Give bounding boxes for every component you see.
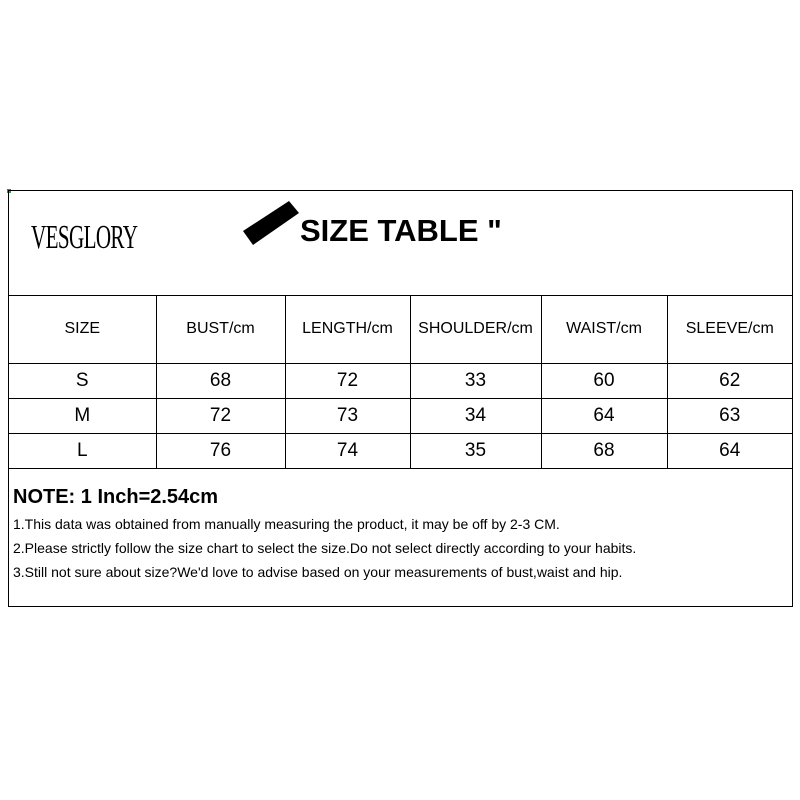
slash-icon <box>243 201 299 249</box>
column-header: SIZE <box>9 295 156 364</box>
table-cell: 73 <box>285 399 410 434</box>
table-cell: 34 <box>410 399 541 434</box>
note-line: 2.Please strictly follow the size chart to select the size.Do not select directly according to your habits. <box>13 540 637 556</box>
table-cell: 72 <box>156 399 285 434</box>
table-cell: 60 <box>541 364 667 399</box>
table-cell: S <box>9 364 156 399</box>
table-cell: 33 <box>410 364 541 399</box>
table-row <box>9 364 792 399</box>
note-title: NOTE: 1 Inch=2.54cm <box>13 486 219 508</box>
table-cell: 64 <box>541 399 667 434</box>
column-header: LENGTH/cm <box>285 295 410 364</box>
table-cell: 64 <box>667 434 792 469</box>
table-header-row <box>9 295 792 364</box>
column-header: SLEEVE/cm <box>667 295 792 364</box>
table-row <box>9 434 792 469</box>
table-cell: 76 <box>156 434 285 469</box>
brand-logo: VESGLORY <box>31 219 138 256</box>
table-row <box>9 399 792 434</box>
column-header: SHOULDER/cm <box>410 295 541 364</box>
table-cell: 35 <box>410 434 541 469</box>
table-cell: 63 <box>667 399 792 434</box>
page-title: SIZE TABLE " <box>300 213 502 248</box>
table-cell: M <box>9 399 156 434</box>
note-line: 3.Still not sure about size?We'd love to advise based on your measurements of bust,waist and hip. <box>13 564 623 580</box>
table-cell: 74 <box>285 434 410 469</box>
notes-section <box>13 487 783 589</box>
table-cell: 68 <box>156 364 285 399</box>
column-header: WAIST/cm <box>541 295 667 364</box>
table-cell: 62 <box>667 364 792 399</box>
table-cell: 68 <box>541 434 667 469</box>
size-chart-card <box>8 190 793 607</box>
size-table <box>9 295 792 469</box>
column-header: BUST/cm <box>156 295 285 364</box>
table-cell: L <box>9 434 156 469</box>
table-cell: 72 <box>285 364 410 399</box>
chart-header <box>9 191 792 296</box>
note-line: 1.This data was obtained from manually measuring the product, it may be off by 2-3 CM. <box>13 516 560 532</box>
